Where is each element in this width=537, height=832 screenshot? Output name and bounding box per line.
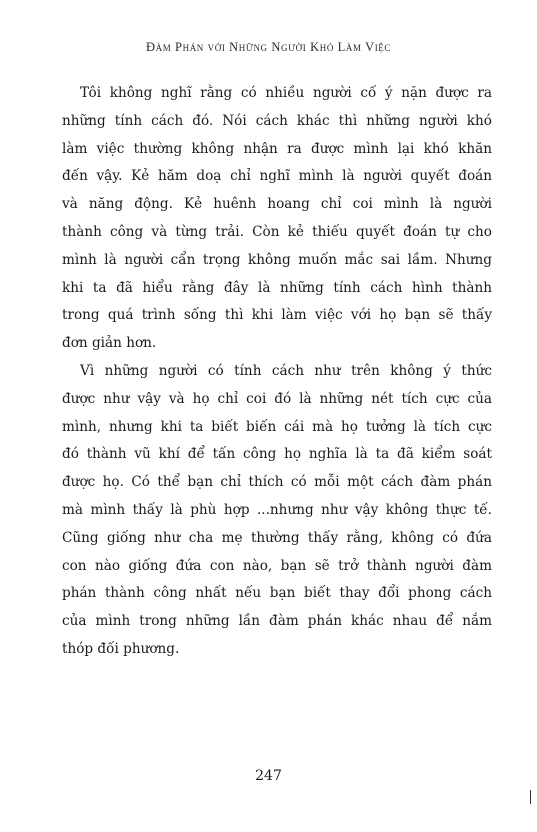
paragraph-1 bbox=[62, 80, 492, 358]
text-line: được như vậy và họ chỉ coi đó là những nét tích cực của bbox=[62, 390, 492, 407]
text-line: của mình trong những lần đàm phán khác nhau để nắm bbox=[62, 613, 492, 630]
text-line: Tôi không nghĩ rằng có nhiều người cố ý nặn được ra bbox=[80, 85, 492, 101]
text-line: được họ. Có thể bạn chỉ thích có mỗi một cách đàm phán bbox=[62, 474, 492, 491]
text-line: làm việc thường không nhận ra được mình lại khó khăn bbox=[62, 140, 492, 157]
body-text bbox=[62, 80, 492, 664]
text-line: phán thành công nhất nếu bạn biết thay đổi phong cách bbox=[62, 585, 492, 602]
text-line: Cũng giống như cha mẹ thường thấy rằng, không có đứa bbox=[62, 529, 492, 546]
text-line: đó thành vũ khí để tấn công họ nghĩa là ta đã kiểm soát bbox=[62, 446, 492, 463]
running-header: Đàm Phán với Những Người Khó Làm Việc bbox=[145, 40, 392, 54]
text-line: trong quá trình sống thì khi làm việc với họ bạn sẽ thấy bbox=[62, 307, 492, 324]
text-line: con nào giống đứa con nào, bạn sẽ trở thành người đàm bbox=[62, 557, 492, 574]
text-line: thành công và từng trải. Còn kẻ thiếu quyết đoán tự cho bbox=[62, 223, 492, 240]
text-line: mình, nhưng khi ta biết biến cái mà họ tưởng là tích cực bbox=[62, 418, 492, 435]
text-line: và năng động. Kẻ huênh hoang chỉ coi mình là người bbox=[62, 196, 492, 213]
text-line: mà mình thấy là phù hợp ...nhưng như vậy không thực tế. bbox=[62, 501, 492, 518]
text-line: những tính cách đó. Nói cách khác thì những người khó bbox=[62, 112, 492, 129]
text-line: Vì những người có tính cách như trên không ý thức bbox=[80, 362, 492, 379]
text-line: đến vậy. Kẻ hăm doạ chỉ nghĩ mình là người quyết đoán bbox=[62, 168, 492, 185]
text-line: khi ta đã hiểu rằng đây là những tính cách hình thành bbox=[62, 279, 492, 296]
page-edge-mark bbox=[524, 790, 531, 804]
paragraph-2 bbox=[62, 358, 492, 664]
page-number: 247 bbox=[255, 768, 282, 784]
text-line: mình là người cẩn trọng không muốn mắc sai lầm. Nhưng bbox=[62, 251, 492, 268]
text-line: đơn giản hơn. bbox=[62, 335, 157, 352]
text-line: thóp đối phương. bbox=[62, 640, 180, 657]
